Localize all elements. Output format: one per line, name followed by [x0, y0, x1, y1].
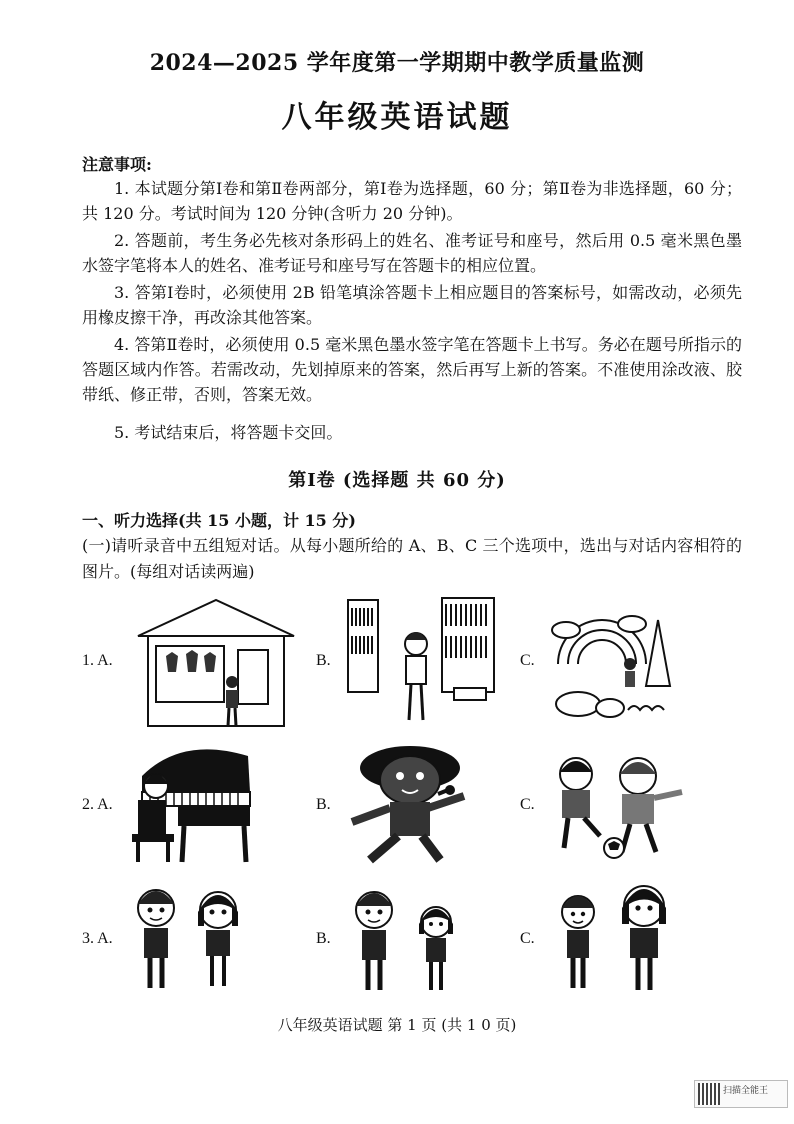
- exam-header-title: 2024—2025 学年度第一学期期中教学质量监测: [149, 50, 645, 76]
- q3-option-c-label: C.: [520, 930, 535, 947]
- q2-label: 2. A.: [82, 796, 113, 813]
- q1-label: 1. A.: [82, 652, 113, 669]
- q2-option-c-label: C.: [520, 796, 535, 813]
- q2-option-b-singing-image: [344, 742, 474, 868]
- part-one-instruction: (一)请听录音中五组短对话。从每小题所给的 A、B、C 三个选项中，选出与对话内容相符的图片。(每组对话读两遍): [82, 536, 742, 581]
- q2-option-c-soccer-image: [548, 752, 688, 860]
- q1-option-b-label: B.: [316, 652, 331, 669]
- q3-option-b-children-image: [344, 886, 468, 998]
- notice-item-4: 4. 答第Ⅱ卷时，必须使用 0.5 毫米黑色墨水签字笔在答题卡上书写。务必在题号所指示的答题区域内作答。若需改动，先划掉原来的答案，然后再写上新的答案。不准使用涂改液、胶带纸、修正带，否则，答案无效。: [82, 335, 742, 404]
- q3-option-a-children-image: [126, 882, 256, 998]
- notice-item-1: 1. 本试题分第Ⅰ卷和第Ⅱ卷两部分，第Ⅰ卷为选择题，60 分；第Ⅱ卷为非选择题，60 分；共 120 分。考试时间为 120 分钟(含听力 20 分钟)。: [82, 179, 742, 223]
- q1-option-c-park-image: [550, 600, 674, 724]
- exam-subtitle: 八年级英语试题: [281, 100, 513, 135]
- section-heading: 第Ⅰ卷 (选择题 共 60 分): [288, 470, 506, 491]
- q3-label: 3. A.: [82, 930, 113, 947]
- page-footer: 八年级英语试题 第 1 页 (共 1 0 页): [277, 1016, 517, 1034]
- q2-option-a-piano-image: [128, 742, 258, 866]
- notice-item-5: 5. 考试结束后，将答题卡交回。: [114, 423, 343, 442]
- q1-option-b-library-image: [346, 596, 496, 726]
- qr-code-icon: [698, 1083, 720, 1105]
- scanner-watermark-badge: [694, 1080, 788, 1108]
- q1-option-a-clothing-store-image: [134, 596, 298, 730]
- notice-item-2: 2. 答题前，考生务必先核对条形码上的姓名、准考证号和座号，然后用 0.5 毫米黑色墨水签字笔将本人的姓名、准考证号和座号写在答题卡的相应位置。: [82, 231, 742, 275]
- q3-option-c-children-image: [548, 880, 684, 998]
- notice-item-3: 3. 答第Ⅰ卷时，必须使用 2B 铅笔填涂答题卡上相应题目的答案标号，如需改动，必须先用橡皮擦干净，再改涂其他答案。: [82, 283, 742, 327]
- part-one-title: 一、听力选择(共 15 小题，计 15 分): [82, 511, 356, 530]
- q1-option-c-label: C.: [520, 652, 535, 669]
- notice-title: 注意事项:: [82, 155, 152, 174]
- q3-option-b-label: B.: [316, 930, 331, 947]
- q2-option-b-label: B.: [316, 796, 331, 813]
- scanner-app-label: 扫描全能王: [723, 1085, 769, 1095]
